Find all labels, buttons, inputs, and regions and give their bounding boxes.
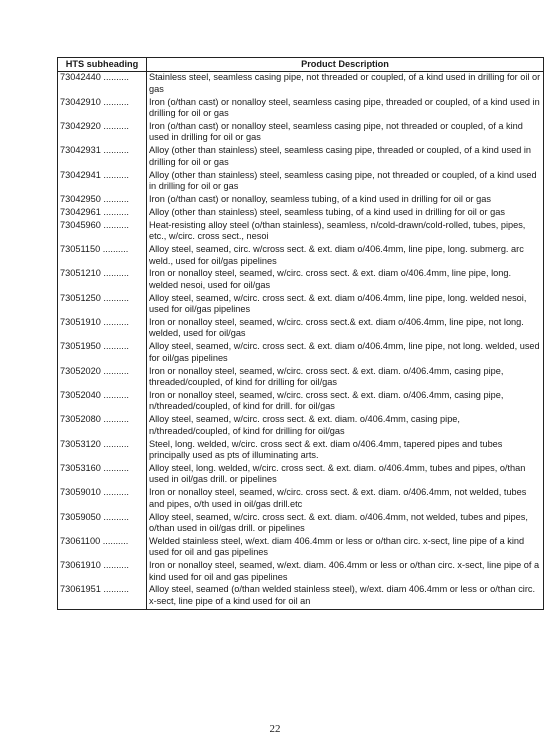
table-row xyxy=(58,97,544,121)
table-row xyxy=(58,207,544,220)
product-description-cell: Stainless steel, seamless casing pipe, not threaded or coupled, of a kind used in drilling for oil or gas xyxy=(147,72,544,97)
table-row xyxy=(58,268,544,292)
product-description-cell: Iron (o/than cast) or nonalloy, seamless tubing, of a kind used in drilling for oil or gas xyxy=(147,194,544,207)
hts-code-cell: 73051250 .......... xyxy=(58,293,147,317)
table-row xyxy=(58,414,544,438)
product-description-cell: Heat-resisting alloy steel (o/than stainless), seamless, n/cold-drawn/cold-rolled, tubes, pipes, etc., w/circ. cross sect., nesoi xyxy=(147,220,544,244)
table-row xyxy=(58,220,544,244)
product-description-cell: Iron (o/than cast) or nonalloy steel, seamless casing pipe, not threaded or coupled, of a kind used in drilling for oil or gas xyxy=(147,121,544,145)
table-header-row xyxy=(58,58,544,72)
table-row xyxy=(58,194,544,207)
hts-code-cell: 73061910 .......... xyxy=(58,560,147,584)
table-row xyxy=(58,536,544,560)
table-row xyxy=(58,170,544,194)
product-description-cell: Iron or nonalloy steel, seamed, w/circ. cross sect. & ext. diam. o/406.4mm, casing pipe, n/threaded/coupled, of kind for drill. for oil/gas xyxy=(147,390,544,414)
hts-code-cell: 73042961 .......... xyxy=(58,207,147,220)
table-row xyxy=(58,72,544,97)
product-description-cell: Welded stainless steel, w/ext. diam 406.4mm or less or o/than circ. x-sect, line pipe of a kind used for oil and gas pipelines xyxy=(147,536,544,560)
product-description-cell: Alloy steel, seamed, w/circ. cross sect. & ext. diam o/406.4mm, line pipe, not long. welded, used for oil/gas pipelines xyxy=(147,341,544,365)
hts-code-cell: 73061951 .......... xyxy=(58,584,147,609)
hts-code-cell: 73051950 .......... xyxy=(58,341,147,365)
hts-code-cell: 73042941 .......... xyxy=(58,170,147,194)
hts-code-cell: 73042910 .......... xyxy=(58,97,147,121)
hts-code-cell: 73051910 .......... xyxy=(58,317,147,341)
table-row xyxy=(58,341,544,365)
product-description-cell: Iron or nonalloy steel, seamed, w/ext. diam. 406.4mm or less or o/than circ. x-sect, line pipe of a kind used for oil and gas pipelines xyxy=(147,560,544,584)
column-header-hts-subheading: HTS subheading xyxy=(58,58,147,72)
table-row xyxy=(58,366,544,390)
table-row xyxy=(58,317,544,341)
hts-table xyxy=(57,57,544,610)
hts-code-cell: 73051210 .......... xyxy=(58,268,147,292)
hts-code-cell: 73053120 .......... xyxy=(58,439,147,463)
hts-code-cell: 73052080 .......... xyxy=(58,414,147,438)
product-description-cell: Iron (o/than cast) or nonalloy steel, seamless casing pipe, threaded or coupled, of a kind used in drilling for oil or gas xyxy=(147,97,544,121)
hts-code-cell: 73061100 .......... xyxy=(58,536,147,560)
table-row xyxy=(58,560,544,584)
product-description-cell: Iron or nonalloy steel, seamed, w/circ. cross sect.& ext. diam o/406.4mm, line pipe, not long. welded, used for oil/gas xyxy=(147,317,544,341)
product-description-cell: Alloy steel, seamed, circ. w/cross sect. & ext. diam o/406.4mm, line pipe, long. submerg. arc weld., used for oil/gas pipelines xyxy=(147,244,544,268)
table-row xyxy=(58,463,544,487)
table-row xyxy=(58,244,544,268)
table-row xyxy=(58,121,544,145)
table-row xyxy=(58,145,544,169)
hts-code-cell: 73042920 .......... xyxy=(58,121,147,145)
hts-code-cell: 73051150 .......... xyxy=(58,244,147,268)
hts-code-cell: 73053160 .......... xyxy=(58,463,147,487)
hts-code-cell: 73052040 .......... xyxy=(58,390,147,414)
hts-code-cell: 73045960 .......... xyxy=(58,220,147,244)
table-row xyxy=(58,439,544,463)
hts-code-cell: 73052020 .......... xyxy=(58,366,147,390)
product-description-cell: Alloy steel, seamed, w/circ. cross sect. & ext. diam o/406.4mm, line pipe, long. welded nesoi, used for oil/gas pipelines xyxy=(147,293,544,317)
product-description-cell: Alloy steel, seamed (o/than welded stainless steel), w/ext. diam 406.4mm or less or o/than circ. x-sect, line pipe of a kind used for oil an xyxy=(147,584,544,609)
hts-code-cell: 73059010 .......... xyxy=(58,487,147,511)
hts-code-cell: 73042440 .......... xyxy=(58,72,147,97)
table-row xyxy=(58,584,544,609)
hts-code-cell: 73059050 .......... xyxy=(58,512,147,536)
table-row xyxy=(58,512,544,536)
product-description-cell: Alloy steel, seamed, w/circ. cross sect. & ext. diam. o/406.4mm, not welded, tubes and pipes, o/than used in oil/gas drill. or pipelines xyxy=(147,512,544,536)
hts-code-cell: 73042950 .......... xyxy=(58,194,147,207)
product-description-cell: Alloy (other than stainless) steel, seamless tubing, of a kind used in drilling for oil or gas xyxy=(147,207,544,220)
product-description-cell: Alloy steel, seamed, w/circ. cross sect. & ext. diam. o/406.4mm, casing pipe, n/threaded/coupled, of kind for drilling for oil/gas xyxy=(147,414,544,438)
table-body xyxy=(58,72,544,609)
product-description-cell: Alloy (other than stainless) steel, seamless casing pipe, not threaded or coupled, of a kind used in drilling for oil or gas xyxy=(147,170,544,194)
product-description-cell: Iron or nonalloy steel, seamed, w/circ. cross sect. & ext. diam. o/406.4mm, casing pipe, threaded/coupled, of kind for drilling for oil/gas xyxy=(147,366,544,390)
product-description-cell: Alloy (other than stainless) steel, seamless casing pipe, threaded or coupled, of a kind used in drilling for oil or gas xyxy=(147,145,544,169)
product-description-cell: Steel, long. welded, w/circ. cross sect & ext. diam o/406.4mm, tapered pipes and tubes principally used as pts of illuminating arts. xyxy=(147,439,544,463)
column-header-product-description: Product Description xyxy=(147,58,544,72)
table-row xyxy=(58,390,544,414)
table-row xyxy=(58,487,544,511)
product-description-cell: Alloy steel, long. welded, w/circ. cross sect. & ext. diam. o/406.4mm, tubes and pipes, o/than used in oil/gas drill. or pipelines xyxy=(147,463,544,487)
product-description-cell: Iron or nonalloy steel, seamed, w/circ. cross sect. & ext. diam. o/406.4mm, not welded, tubes and pipes, o/th used in oil/gas drill.etc xyxy=(147,487,544,511)
hts-code-cell: 73042931 .......... xyxy=(58,145,147,169)
table-row xyxy=(58,293,544,317)
page-number: 22 xyxy=(269,723,281,735)
product-description-cell: Iron or nonalloy steel, seamed, w/circ. cross sect. & ext. diam o/406.4mm, line pipe, long. welded nesoi, used for oil/gas xyxy=(147,268,544,292)
